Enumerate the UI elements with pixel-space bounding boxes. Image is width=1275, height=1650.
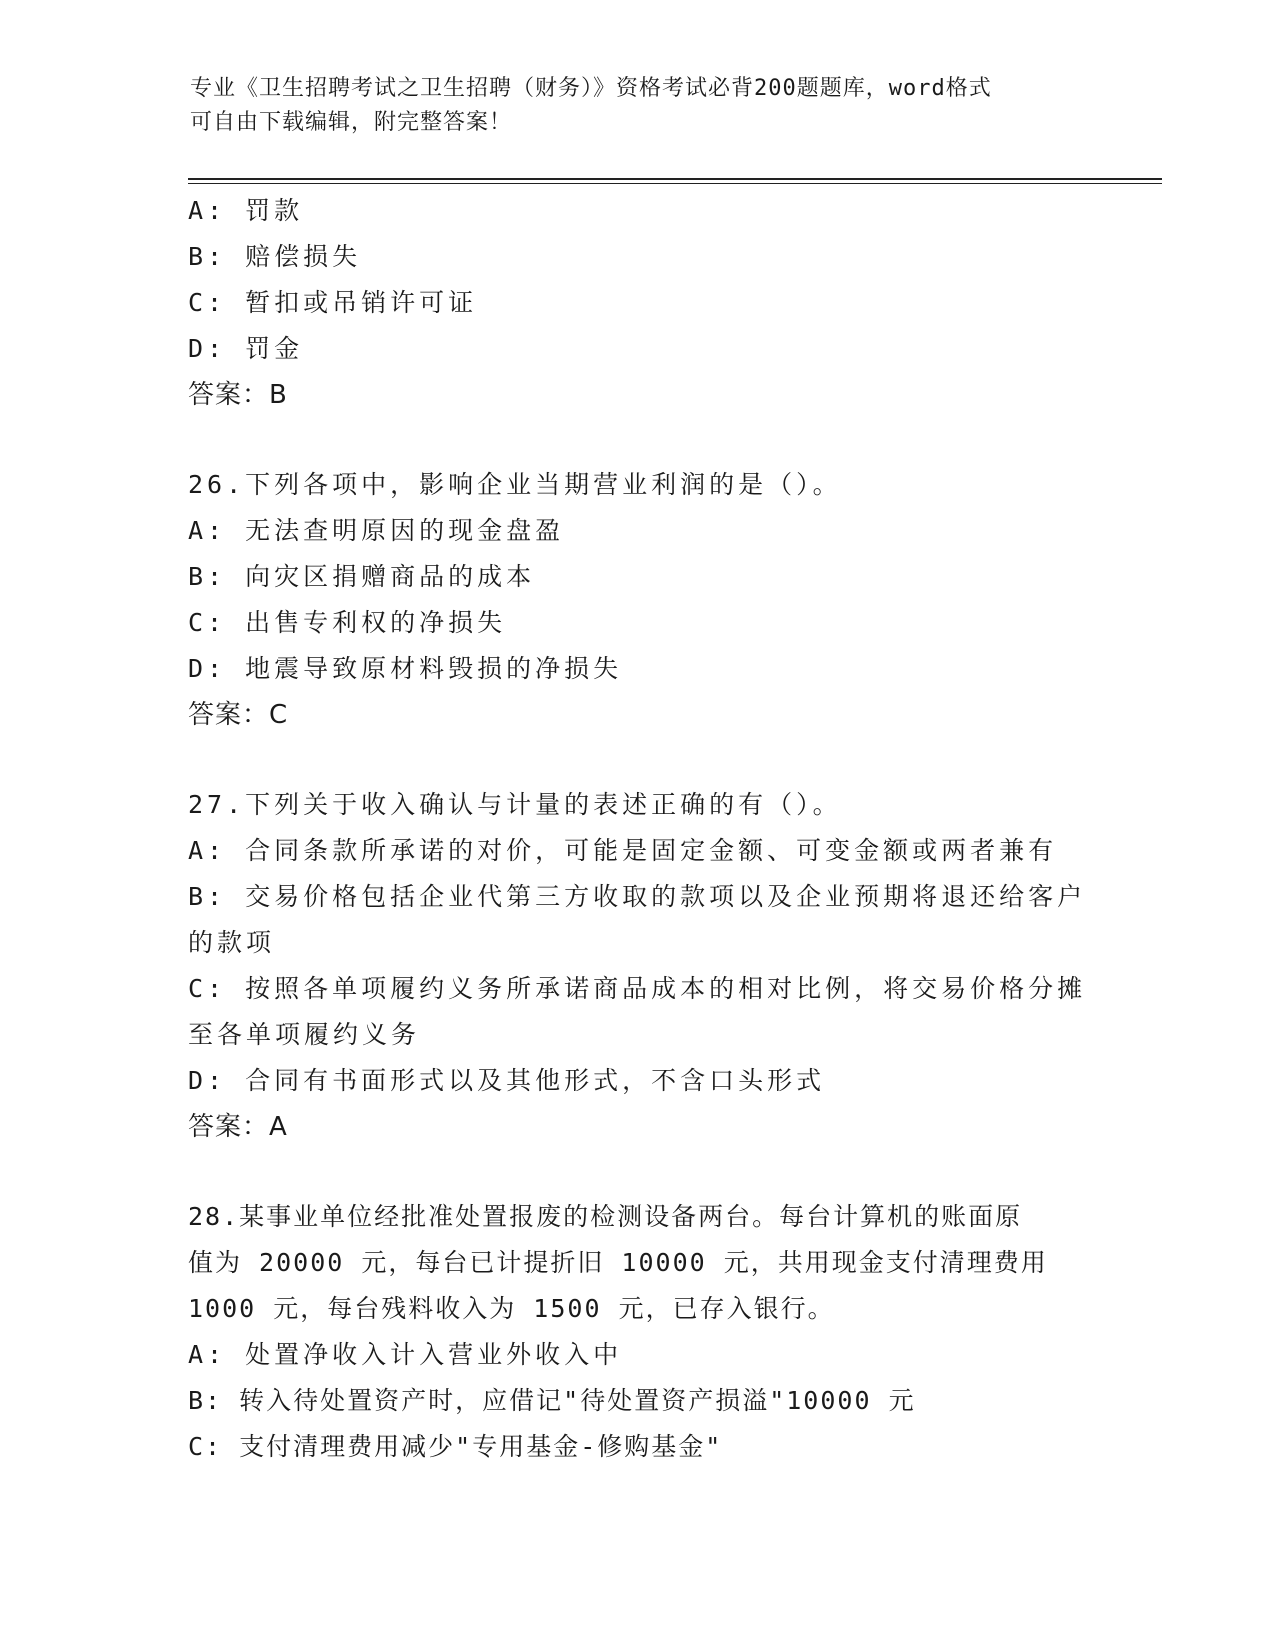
question-stem-continued: 1000 元，每台残料收入为 1500 元，已存入银行。 xyxy=(188,1294,835,1323)
option-d: D: 地震导致原材料毁损的净损失 xyxy=(188,654,623,683)
option-b: B: 转入待处置资产时，应借记"待处置资产损溢"10000 元 xyxy=(188,1386,916,1415)
option-d: D: 合同有书面形式以及其他形式，不含口头形式 xyxy=(188,1066,826,1095)
header-title-line-2: 可自由下载编辑，附完整答案！ xyxy=(190,110,513,135)
option-b: B: 向灾区捐赠商品的成本 xyxy=(188,562,536,591)
question-block-28 xyxy=(188,1194,1088,1470)
option-c: C: 支付清理费用减少"专用基金-修购基金" xyxy=(188,1432,723,1461)
question-block-26 xyxy=(188,462,1088,738)
header-divider-thick xyxy=(188,178,1162,180)
question-block-prev xyxy=(188,188,1088,418)
question-list xyxy=(188,188,1088,1470)
spacer xyxy=(188,418,1088,462)
header-title-line-1: 专业《卫生招聘考试之卫生招聘（财务）》资格考试必背200题题库，word格式 xyxy=(190,76,992,101)
spacer xyxy=(188,738,1088,782)
option-c: C: 暂扣或吊销许可证 xyxy=(188,288,478,317)
question-stem: 27.下列关于收入确认与计量的表述正确的有（）。 xyxy=(188,790,842,819)
option-b: B: 交易价格包括企业代第三方收取的款项以及企业预期将退还给客户 xyxy=(188,882,1087,911)
option-a: A: 罚款 xyxy=(188,196,304,225)
question-stem-continued: 值为 20000 元，每台已计提折旧 10000 元，共用现金支付清理费用 xyxy=(188,1248,1048,1277)
option-b-continued: 的款项 xyxy=(188,928,276,957)
option-d: D: 罚金 xyxy=(188,334,304,363)
option-a: A: 合同条款所承诺的对价，可能是固定金额、可变金额或两者兼有 xyxy=(188,836,1058,865)
question-block-27 xyxy=(188,782,1088,1150)
option-c: C: 按照各单项履约义务所承诺商品成本的相对比例，将交易价格分摊 xyxy=(188,974,1087,1003)
option-c-continued: 至各单项履约义务 xyxy=(188,1020,421,1049)
option-a: A: 处置净收入计入营业外收入中 xyxy=(188,1340,623,1369)
document-header xyxy=(190,72,1080,140)
option-a: A: 无法查明原因的现金盘盈 xyxy=(188,516,565,545)
question-stem: 26.下列各项中，影响企业当期营业利润的是（）。 xyxy=(188,470,842,499)
question-stem: 28.某事业单位经批准处置报废的检测设备两台。每台计算机的账面原 xyxy=(188,1202,1023,1231)
answer-line: 答案：C xyxy=(188,700,289,730)
option-b: B: 赔偿损失 xyxy=(188,242,362,271)
option-c: C: 出售专利权的净损失 xyxy=(188,608,507,637)
header-divider-thin xyxy=(188,183,1162,184)
spacer xyxy=(188,1150,1088,1194)
answer-line: 答案：A xyxy=(188,1112,288,1142)
answer-line: 答案：B xyxy=(188,380,288,410)
